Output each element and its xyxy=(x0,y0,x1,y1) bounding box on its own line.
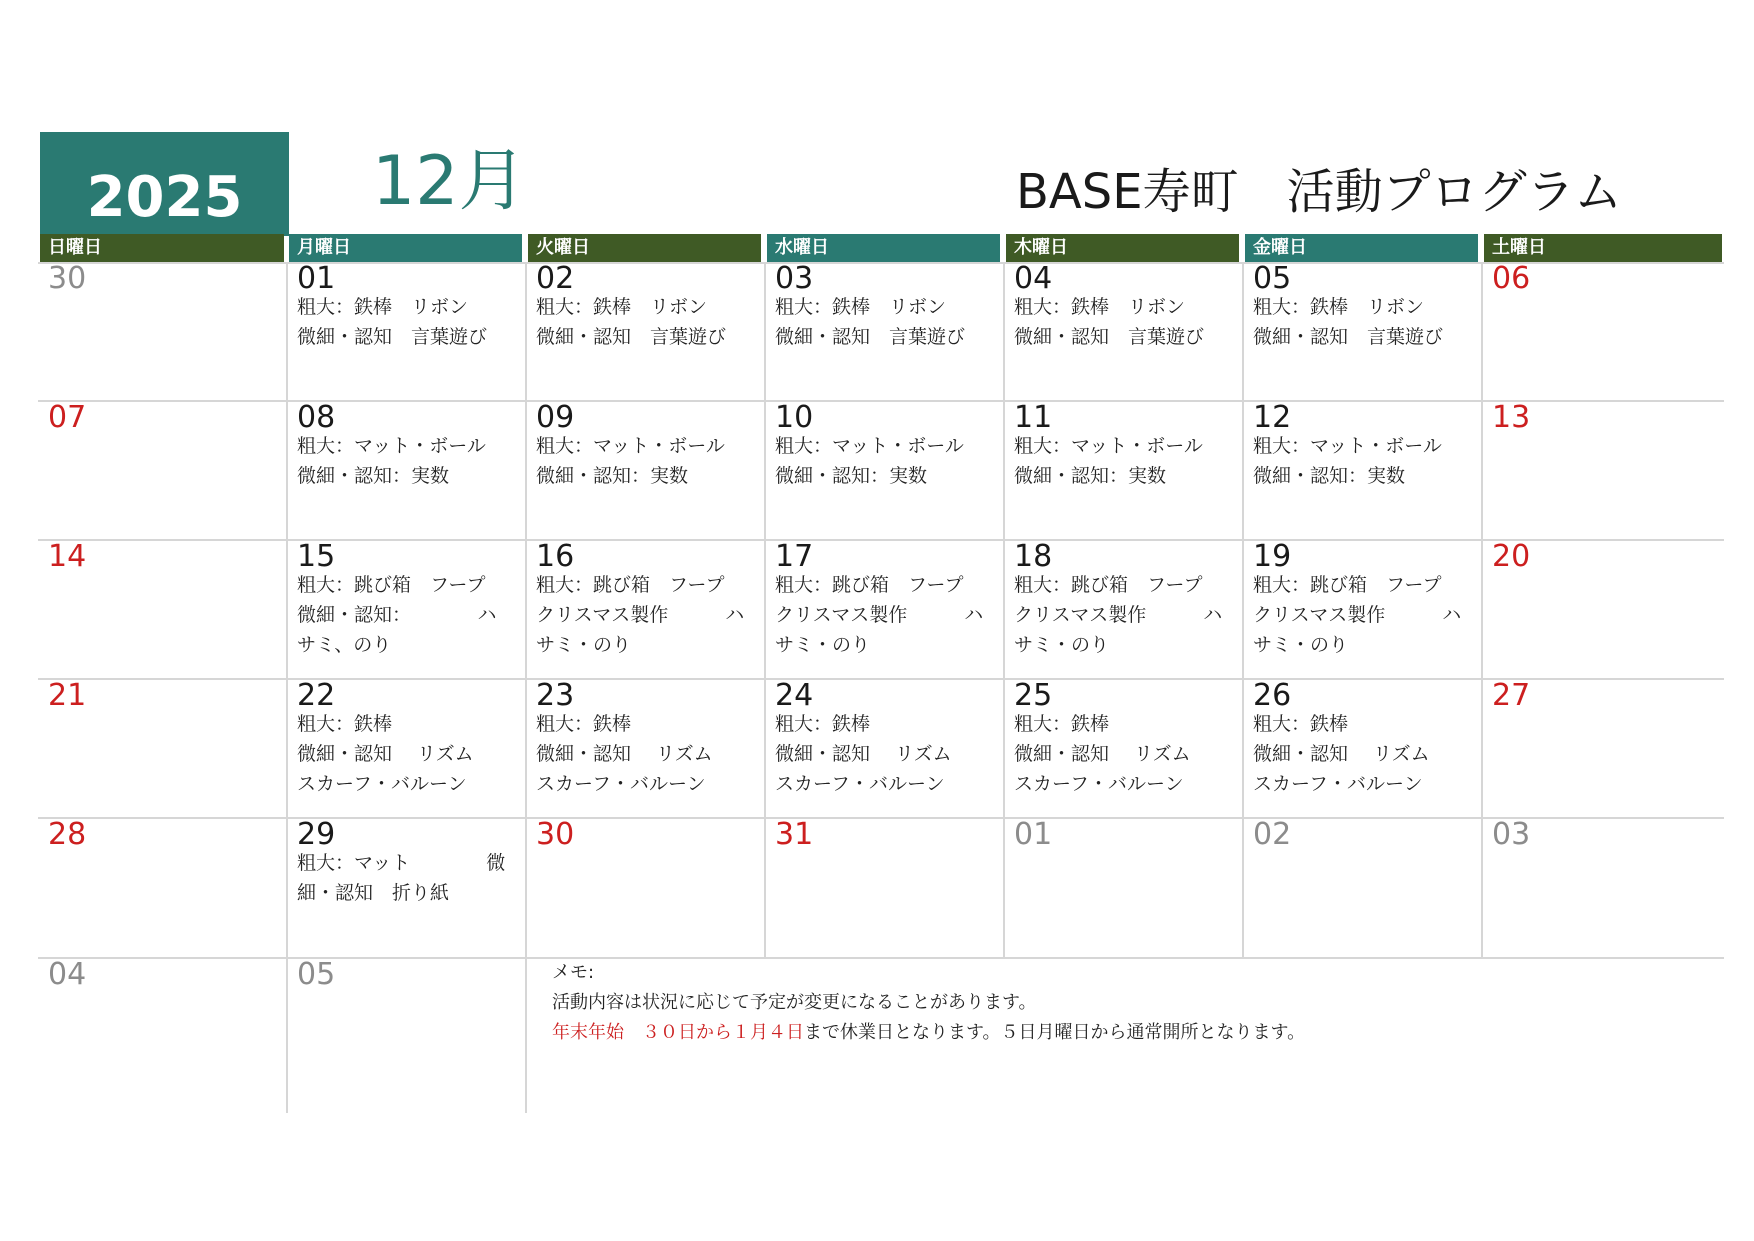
activity-line: 微細・認知 言葉遊び xyxy=(1253,326,1444,348)
activity-list xyxy=(297,709,507,799)
day-cell xyxy=(1482,401,1724,540)
activity-line: 微細・認知：実数 xyxy=(297,465,450,487)
activity-line: 粗大：跳び箱 フープ xyxy=(297,574,486,596)
page-title: BASE寿町 活動プログラム xyxy=(1016,164,1623,220)
activity-line: 粗大：跳び箱 フープ xyxy=(775,574,964,596)
activity-line: 粗大：マット・ボール xyxy=(1253,435,1442,457)
day-cell xyxy=(1243,401,1480,540)
day-cell xyxy=(38,401,286,540)
day-number: 02 xyxy=(536,261,575,296)
activity-list xyxy=(536,570,746,660)
day-number: 05 xyxy=(1253,261,1292,296)
activity-line: スカーフ・バルーン xyxy=(536,773,706,795)
activity-line: 粗大：鉄棒 xyxy=(1014,713,1110,735)
day-number: 01 xyxy=(1014,817,1053,852)
day-cell xyxy=(1004,401,1241,540)
day-cell xyxy=(1004,262,1241,401)
activity-line: 微細・認知 リズム xyxy=(1253,743,1430,765)
day-number: 17 xyxy=(775,539,814,574)
activity-line: クリスマス製作 ハ xyxy=(1253,604,1462,626)
activity-line: クリスマス製作 ハ xyxy=(1014,604,1223,626)
activity-list xyxy=(1014,709,1224,799)
day-number: 30 xyxy=(536,817,575,852)
day-number: 23 xyxy=(536,678,575,713)
day-number: 11 xyxy=(1014,400,1053,435)
activity-line: 粗大：鉄棒 リボン xyxy=(536,296,708,318)
weekday-header-6: 土曜日 xyxy=(1484,234,1722,262)
activity-line: 微細・認知 リズム xyxy=(297,743,474,765)
day-cell xyxy=(38,262,286,401)
activity-line: 微細・認知 リズム xyxy=(775,743,952,765)
day-number: 31 xyxy=(775,817,814,852)
day-number: 02 xyxy=(1253,817,1292,852)
day-number: 13 xyxy=(1492,400,1531,435)
day-cell xyxy=(1482,818,1724,958)
activity-list xyxy=(775,709,985,799)
day-cell xyxy=(1243,540,1480,679)
activity-line: クリスマス製作 ハ xyxy=(775,604,984,626)
weekday-header-2: 火曜日 xyxy=(528,234,761,262)
activity-list xyxy=(536,431,746,491)
activity-list xyxy=(536,709,746,799)
activity-line: 粗大：マット・ボール xyxy=(297,435,486,457)
day-number: 01 xyxy=(297,261,336,296)
day-number: 22 xyxy=(297,678,336,713)
day-cell xyxy=(38,958,286,1113)
memo-line-1: 活動内容は状況に応じて予定が変更になることがあります。 xyxy=(552,992,1037,1013)
day-cell xyxy=(1243,679,1480,818)
memo-line-2-rest: まで休業日となります。５日月曜日から通常開所となります。 xyxy=(804,1022,1306,1043)
day-number: 05 xyxy=(297,957,336,992)
activity-line: スカーフ・バルーン xyxy=(1014,773,1184,795)
activity-list xyxy=(775,292,985,352)
day-number: 20 xyxy=(1492,539,1531,574)
activity-line: サミ・のり xyxy=(1253,634,1349,656)
day-number: 26 xyxy=(1253,678,1292,713)
day-cell xyxy=(1243,262,1480,401)
activity-line: 微細・認知：実数 xyxy=(1014,465,1167,487)
activity-line: 粗大：マット・ボール xyxy=(1014,435,1203,457)
activity-line: 細・認知 折り紙 xyxy=(297,882,450,904)
day-cell xyxy=(1004,540,1241,679)
day-cell xyxy=(287,262,524,401)
activity-list xyxy=(297,431,507,491)
day-cell xyxy=(526,679,763,818)
day-number: 03 xyxy=(775,261,814,296)
activity-line: 粗大：跳び箱 フープ xyxy=(1014,574,1203,596)
activity-line: 粗大：鉄棒 xyxy=(297,713,393,735)
day-cell xyxy=(526,818,763,958)
year-badge: 2025 xyxy=(40,132,289,236)
activity-line: 粗大：鉄棒 リボン xyxy=(1253,296,1425,318)
activity-line: サミ・のり xyxy=(775,634,871,656)
activity-line: 粗大：マット・ボール xyxy=(775,435,964,457)
activity-line: 微細・認知 言葉遊び xyxy=(1014,326,1205,348)
memo-box xyxy=(552,958,1305,1048)
activity-line: 微細・認知 言葉遊び xyxy=(775,326,966,348)
activity-line: 粗大：跳び箱 フープ xyxy=(536,574,725,596)
activity-line: サミ、のり xyxy=(297,634,392,656)
day-number: 24 xyxy=(775,678,814,713)
day-number: 30 xyxy=(48,261,87,296)
activity-line: クリスマス製作 ハ xyxy=(536,604,745,626)
day-number: 10 xyxy=(775,400,814,435)
memo-line-2 xyxy=(552,1018,1305,1048)
activity-line: 粗大：鉄棒 xyxy=(775,713,871,735)
day-cell xyxy=(1482,540,1724,679)
day-number: 16 xyxy=(536,539,575,574)
weekday-header-4: 木曜日 xyxy=(1006,234,1239,262)
day-cell xyxy=(287,679,524,818)
day-number: 28 xyxy=(48,817,87,852)
activity-line: 粗大：鉄棒 xyxy=(536,713,632,735)
day-cell xyxy=(287,401,524,540)
day-cell xyxy=(287,540,524,679)
activity-line: 粗大：鉄棒 リボン xyxy=(1014,296,1186,318)
activity-line: サミ・のり xyxy=(1014,634,1110,656)
activity-line: 微細・認知：実数 xyxy=(536,465,689,487)
day-cell xyxy=(765,540,1002,679)
activity-line: スカーフ・バルーン xyxy=(1253,773,1423,795)
day-cell xyxy=(765,818,1002,958)
activity-list xyxy=(1253,709,1463,799)
activity-line: 微細・認知 リズム xyxy=(1014,743,1191,765)
activity-list xyxy=(297,848,507,908)
month-label: 12月 xyxy=(372,142,527,221)
day-number: 09 xyxy=(536,400,575,435)
activity-line: サミ・のり xyxy=(536,634,632,656)
day-cell xyxy=(765,262,1002,401)
day-cell xyxy=(1004,818,1241,958)
activity-line: 微細・認知 リズム xyxy=(536,743,713,765)
activity-line: 微細・認知： ハ xyxy=(297,604,497,626)
day-number: 14 xyxy=(48,539,87,574)
day-cell xyxy=(1243,818,1480,958)
day-cell xyxy=(287,958,524,1113)
day-number: 25 xyxy=(1014,678,1053,713)
activity-list xyxy=(1014,570,1224,660)
activity-list xyxy=(1253,431,1463,491)
weekday-header-3: 水曜日 xyxy=(767,234,1000,262)
day-number: 06 xyxy=(1492,261,1531,296)
day-cell xyxy=(526,540,763,679)
day-number: 04 xyxy=(1014,261,1053,296)
activity-line: 粗大：鉄棒 リボン xyxy=(775,296,947,318)
activity-list xyxy=(1253,570,1463,660)
day-cell xyxy=(526,401,763,540)
activity-line: スカーフ・バルーン xyxy=(775,773,945,795)
day-number: 21 xyxy=(48,678,87,713)
day-number: 27 xyxy=(1492,678,1531,713)
activity-list xyxy=(1253,292,1463,352)
weekday-header-5: 金曜日 xyxy=(1245,234,1478,262)
activity-list xyxy=(775,431,985,491)
day-cell xyxy=(1004,679,1241,818)
weekday-header-1: 月曜日 xyxy=(289,234,522,262)
activity-line: 微細・認知：実数 xyxy=(775,465,928,487)
day-number: 04 xyxy=(48,957,87,992)
memo-holiday-period: 年末年始 ３０日から１月４日 xyxy=(552,1022,804,1043)
activity-line: 粗大：マット 微 xyxy=(297,852,506,874)
day-cell xyxy=(526,262,763,401)
day-cell xyxy=(38,679,286,818)
weekday-header-0: 日曜日 xyxy=(40,234,284,262)
day-number: 03 xyxy=(1492,817,1531,852)
day-cell xyxy=(765,679,1002,818)
activity-line: 粗大：跳び箱 フープ xyxy=(1253,574,1442,596)
activity-line: 微細・認知：実数 xyxy=(1253,465,1406,487)
activity-list xyxy=(775,570,985,660)
activity-list xyxy=(297,570,507,660)
activity-list xyxy=(297,292,507,352)
activity-list xyxy=(536,292,746,352)
activity-line: 微細・認知 言葉遊び xyxy=(297,326,488,348)
day-number: 07 xyxy=(48,400,87,435)
day-cell xyxy=(1482,262,1724,401)
day-number: 08 xyxy=(297,400,336,435)
day-cell xyxy=(38,818,286,958)
activity-list xyxy=(1014,292,1224,352)
day-cell xyxy=(1482,679,1724,818)
day-number: 15 xyxy=(297,539,336,574)
activity-line: 粗大：マット・ボール xyxy=(536,435,725,457)
activity-list xyxy=(1014,431,1224,491)
day-cell xyxy=(287,818,524,958)
activity-line: スカーフ・バルーン xyxy=(297,773,467,795)
day-number: 19 xyxy=(1253,539,1292,574)
activity-line: 粗大：鉄棒 リボン xyxy=(297,296,469,318)
day-cell xyxy=(38,540,286,679)
day-number: 18 xyxy=(1014,539,1053,574)
memo-label: メモ: xyxy=(552,962,595,983)
day-cell xyxy=(765,401,1002,540)
activity-line: 粗大：鉄棒 xyxy=(1253,713,1349,735)
day-number: 12 xyxy=(1253,400,1292,435)
activity-line: 微細・認知 言葉遊び xyxy=(536,326,727,348)
day-number: 29 xyxy=(297,817,336,852)
